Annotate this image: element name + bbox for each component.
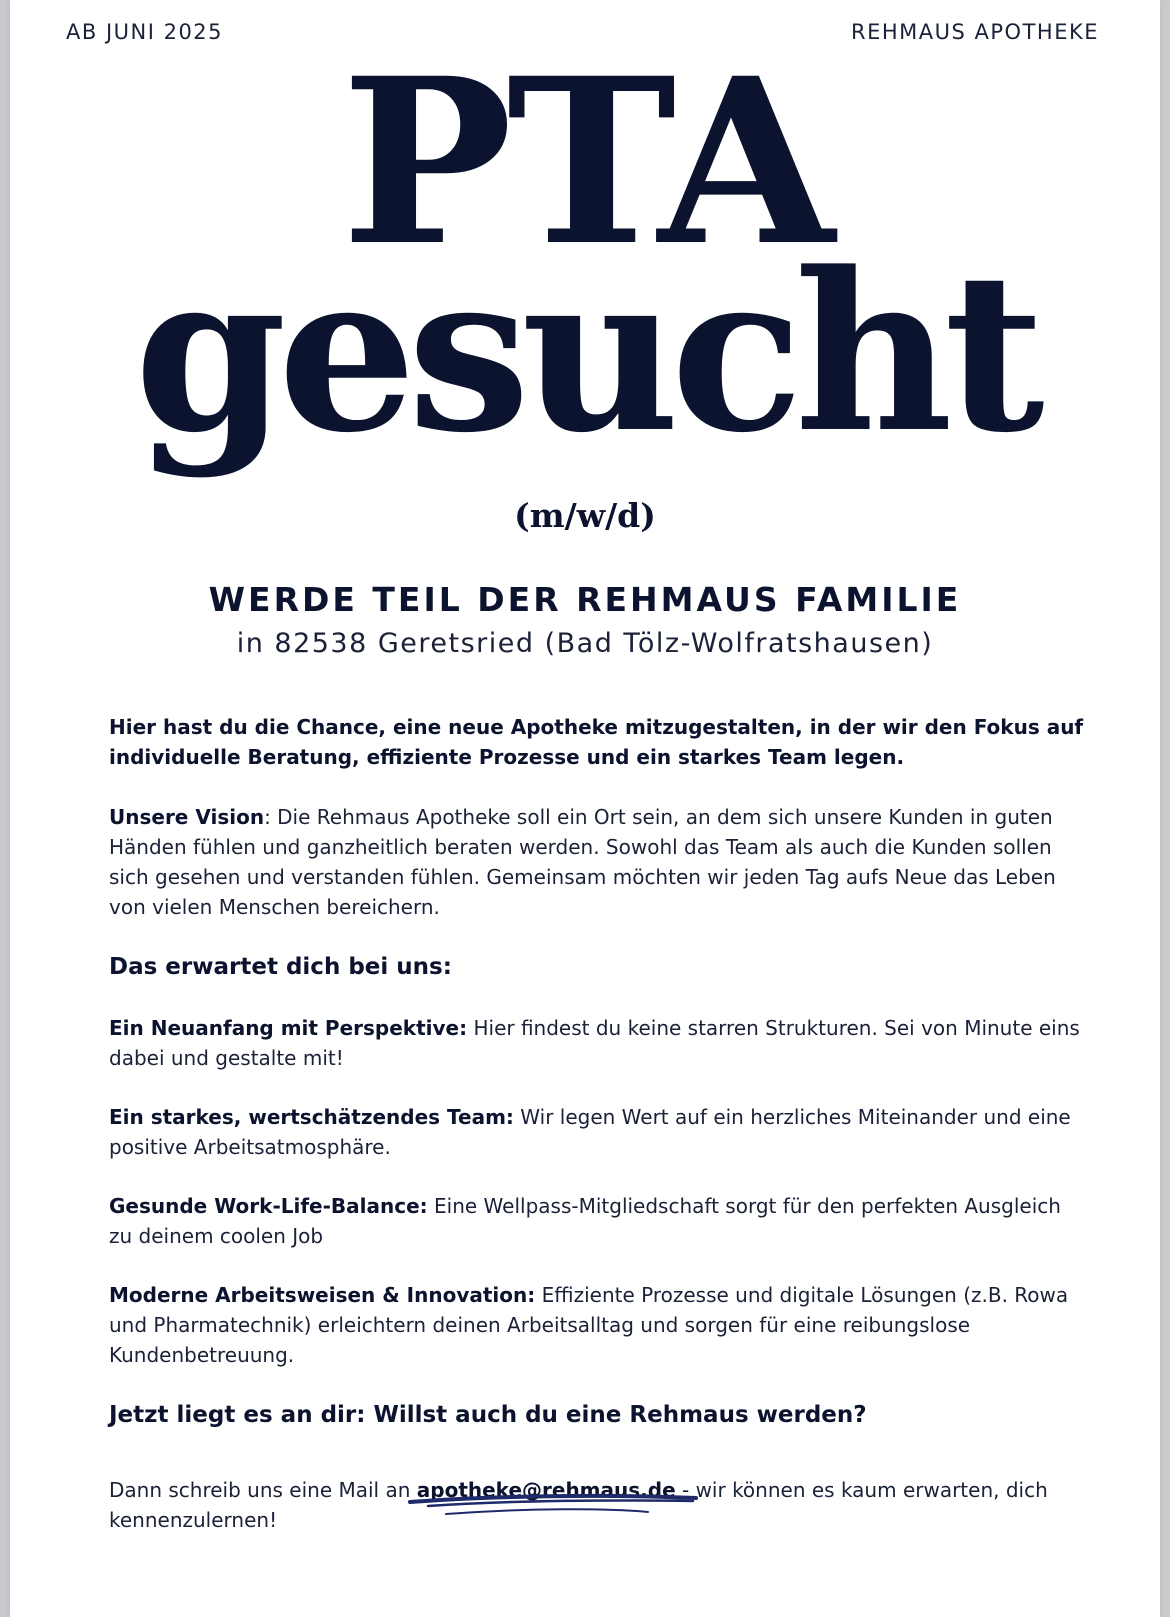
location: in 82538 Geretsried (Bad Tölz-Wolfratshausen) [236,628,934,659]
start-date: AB JUNI 2025 [66,20,224,44]
gender-note: (m/w/d) [514,496,656,535]
benefit-item [109,1280,1084,1370]
closing-text-before: Dann schreib uns eine Mail an [109,1478,417,1502]
hand-drawn-underline [408,1492,698,1522]
benefit-text: Eine Wellpass-Mitgliedschaft sorgt für den perfekten Ausgleich zu deinem coolen Job [109,1194,1061,1248]
benefit-item [109,1102,1084,1162]
benefit-label: Gesunde Work-Life-Balance: [109,1194,428,1218]
intro-paragraph: Hier hast du die Chance, eine neue Apotheke mitzugestalten, in der wir den Fokus auf individuelle Beratung, effiziente Prozesse und ein starkes Team legen. [109,715,1084,769]
vision-paragraph [109,802,1084,922]
email-link[interactable]: apotheke@rehmaus.de [416,1478,676,1502]
title-gesucht: gesucht [134,225,1036,481]
title-pta: PTA [341,28,829,296]
vision-text: : Die Rehmaus Apotheke soll ein Ort sein, an dem sich unsere Kunden in guten Händen fühlen und ganzheitlich beraten werden. Sowohl das Team als auch die Kunden sollen sich gesehen und verstanden fühlen. Gemeinsam möchten wir jeden Tag aufs Neue das Leben von vielen Menschen bereichern. [109,805,1056,919]
benefit-text: Wir legen Wert auf ein herzliches Miteinander und eine positive Arbeitsatmosphäre. [109,1105,1071,1159]
closing-text-after: - wir können es kaum erwarten, dich kennenzulernen! [109,1478,1048,1532]
expect-heading: Das erwartet dich bei uns: [109,954,452,980]
benefit-item [109,1191,1084,1251]
benefit-text: Effiziente Prozesse und digitale Lösungen (z.B. Rowa und Pharmatechnik) erleichtern deinen Arbeitsalltag und sorgen für eine reibungslose Kundenbetreuung. [109,1283,1069,1367]
benefit-label: Moderne Arbeitsweisen & Innovation: [109,1283,536,1307]
benefit-text: Hier findest du keine starren Strukturen. Sei von Minute eins dabei und gestalte mit! [109,1016,1080,1070]
benefit-item [109,1013,1084,1073]
subtitle: WERDE TEIL DER REHMAUS FAMILIE [208,580,962,619]
vision-label: Unsere Vision [109,805,265,829]
company-name: REHMAUS APOTHEKE [851,20,1099,44]
cta-heading: Jetzt liegt es an dir: Willst auch du eine Rehmaus werden? [109,1402,867,1428]
benefit-label: Ein starkes, wertschätzendes Team: [109,1105,514,1129]
benefit-label: Ein Neuanfang mit Perspektive: [109,1016,468,1040]
job-posting-page [10,0,1160,1617]
